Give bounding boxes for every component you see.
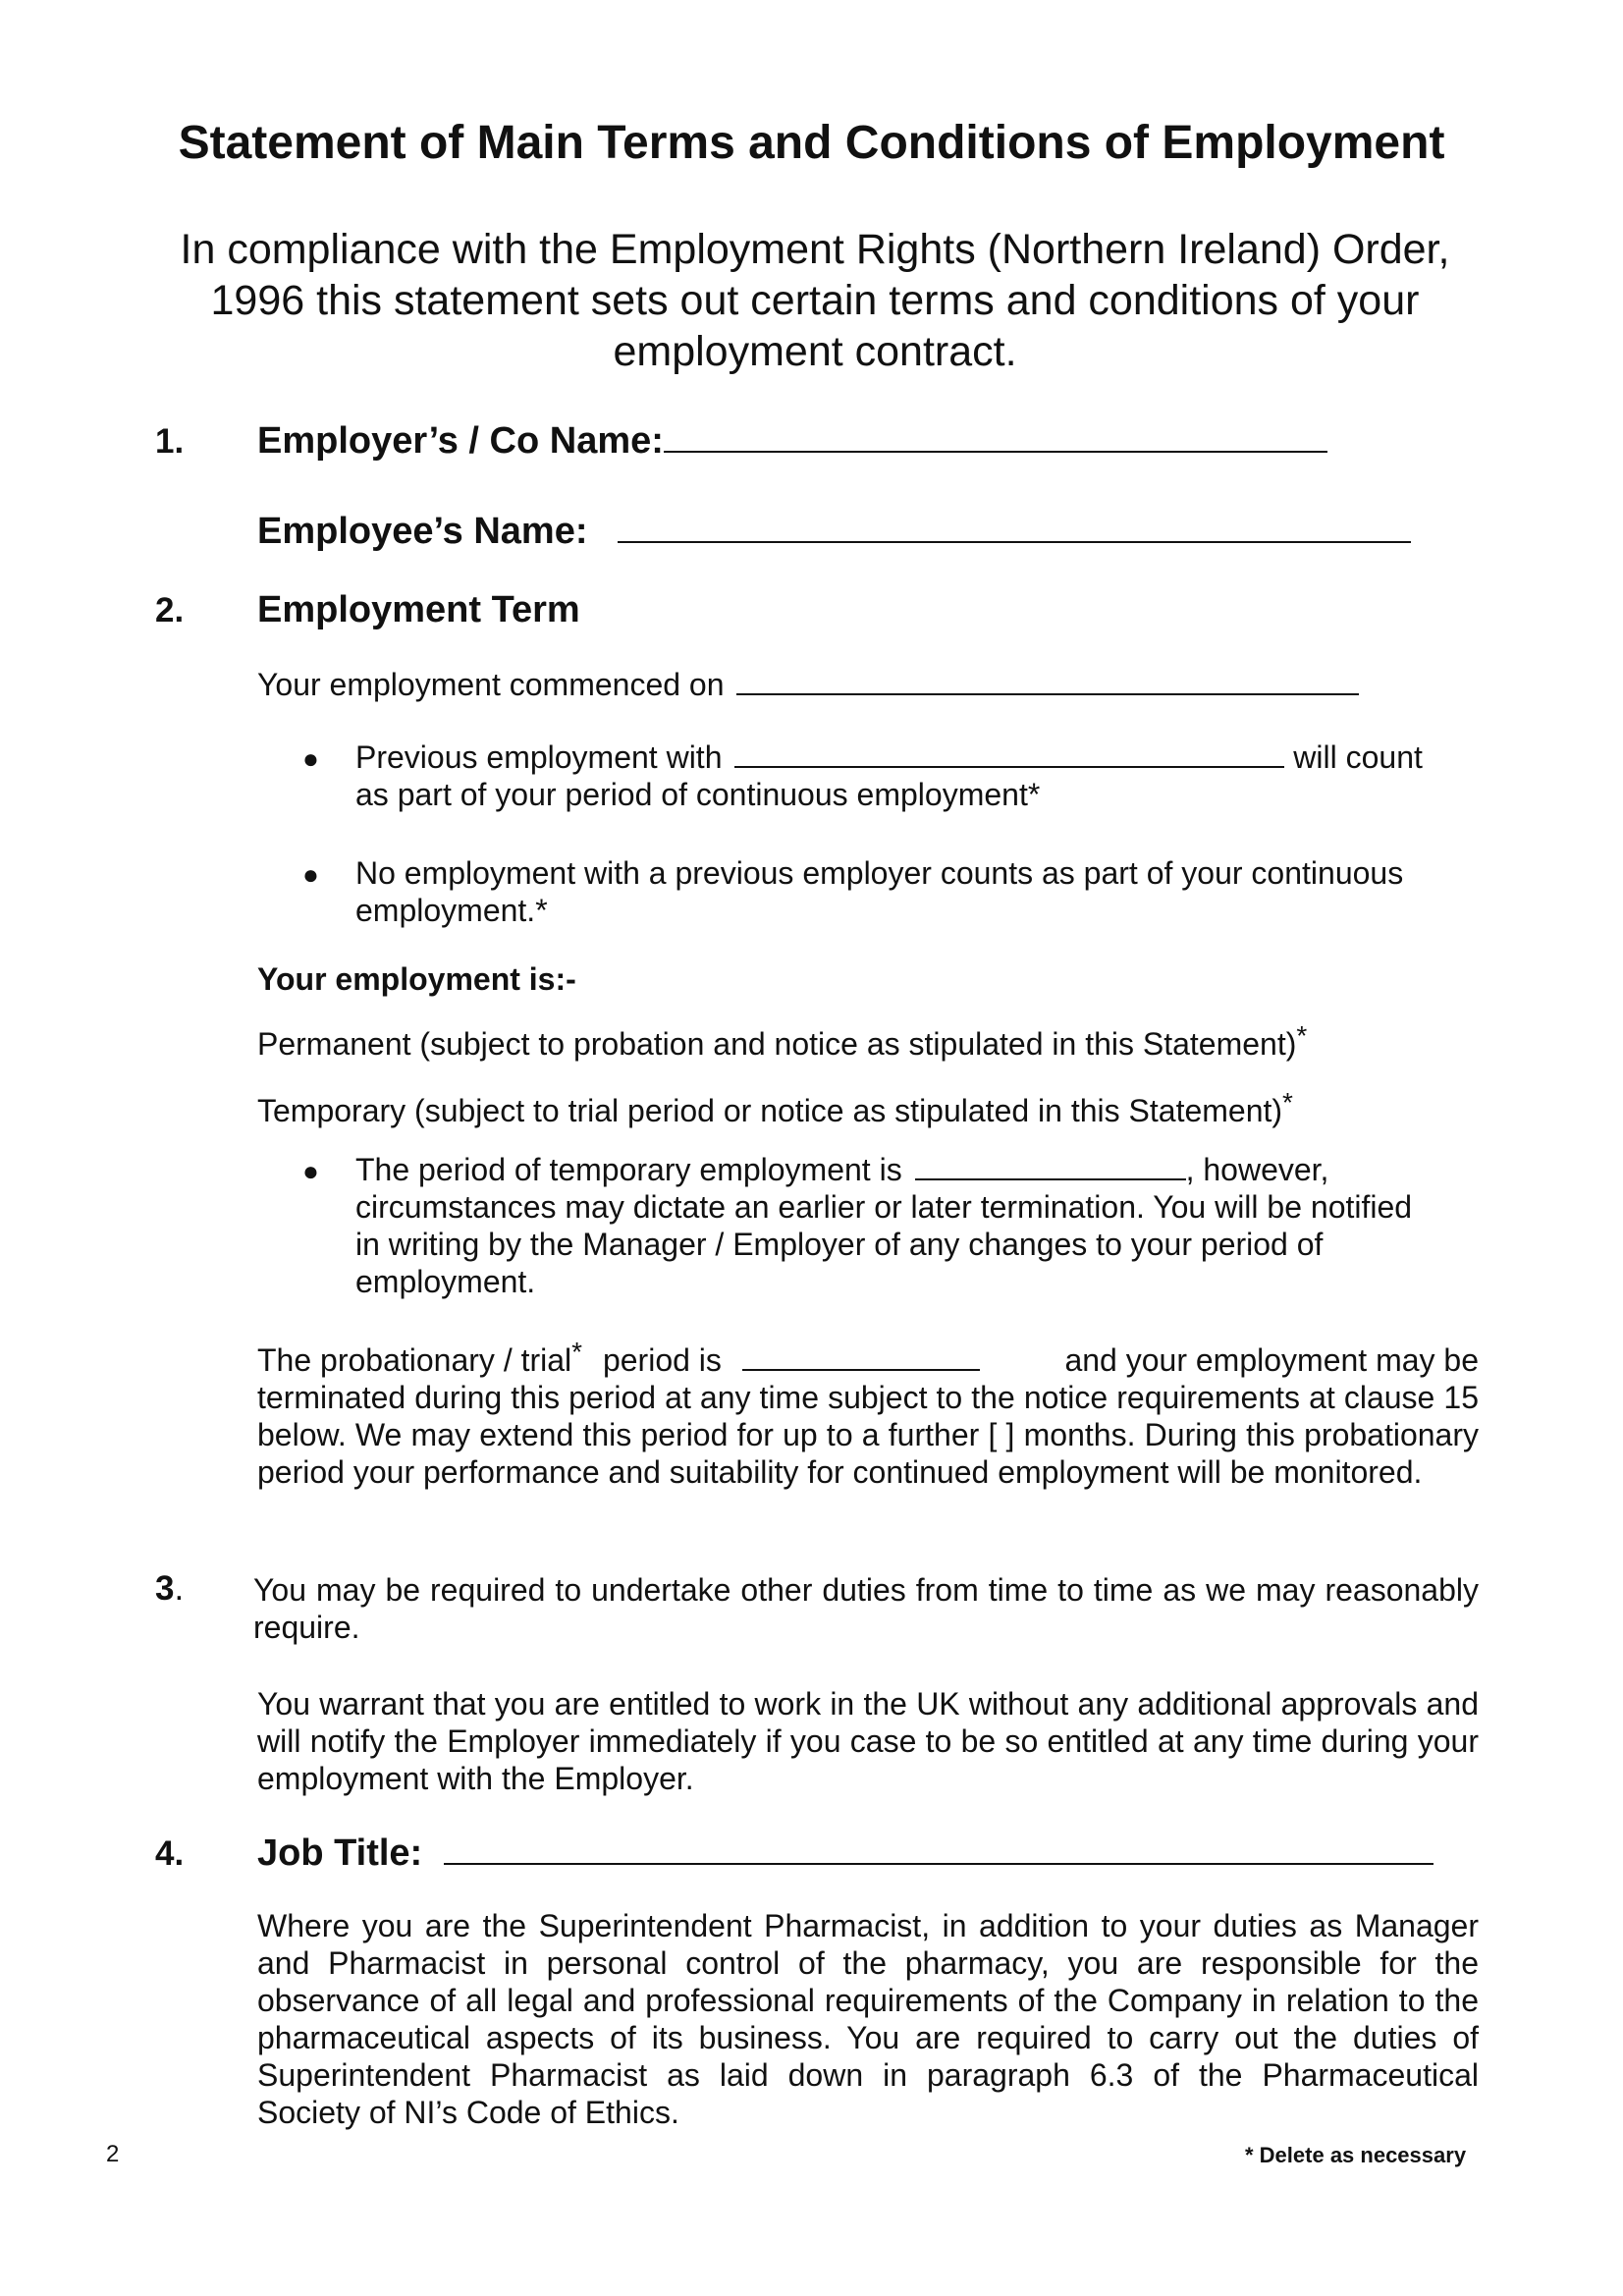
commenced-text: Your employment commenced on xyxy=(257,667,725,702)
previous-employer-blank xyxy=(734,765,1284,768)
section-3-dot: . xyxy=(174,1569,185,1608)
asterisk: * xyxy=(1296,1020,1308,1051)
probation-text-b: period is xyxy=(602,1342,722,1378)
employee-name-label: Employee’s Name: xyxy=(257,511,588,552)
employee-name-field[interactable] xyxy=(257,511,1411,553)
probation-paragraph: terminated during this period at any time subject to the notice requirements at clause 15 below. We may extend this period for up to a further [ ] months. During this probationary period your performance and suitability for continued employment will be monitored. xyxy=(257,1380,1479,1490)
commenced-blank xyxy=(736,692,1359,695)
previous-employment-line-1 xyxy=(355,738,1423,776)
job-title-blank xyxy=(444,1862,1434,1865)
bullet-icon: ● xyxy=(302,859,319,890)
section-3-digit: 3 xyxy=(155,1569,175,1608)
asterisk: * xyxy=(1282,1087,1293,1118)
no-previous-employment-line-1: No employment with a previous employer counts as part of your continuous xyxy=(355,855,1404,891)
temporary-period-line-3: in writing by the Manager / Employer of any changes to your period of xyxy=(355,1227,1324,1262)
employer-name-field[interactable] xyxy=(257,420,1327,463)
previous-employment-text-b: will count xyxy=(1293,739,1423,775)
permanent-line xyxy=(257,1020,1308,1063)
commenced-line xyxy=(257,666,1359,703)
section-4-paragraph: Where you are the Superintendent Pharmacist, in addition to your duties as Manager and Pharmacist in personal control of the pharmacy, you are responsible for the observance of all legal and professional requirements of the Company in relation to the pharmaceutical aspects of its business. You are required to carry out the duties of Superintendent Pharmacist as laid down in paragraph 6.3 of the Pharmaceutical Society of NI’s Code of Ethics. xyxy=(257,1908,1479,2130)
section-4-number: 4. xyxy=(155,1834,185,1873)
subtitle: In compliance with the Employment Rights (Northern Ireland) Order, 1996 this statement sets out certain terms and conditions of your employment contract. xyxy=(180,226,1450,375)
temporary-period-line-4: employment. xyxy=(355,1264,536,1299)
probation-text-a: The probationary / trial xyxy=(257,1342,572,1378)
employment-is-heading: Your employment is:- xyxy=(257,961,576,997)
bullet-icon: ● xyxy=(302,743,319,774)
section-3-paragraph-2: You warrant that you are entitled to work in the UK without any additional approvals and will notify the Employer immediately if you case to be so entitled at any time during your employment with the Employer. xyxy=(257,1686,1479,1796)
temporary-period-text-b: , however, xyxy=(1185,1152,1329,1187)
asterisk: * xyxy=(571,1337,583,1367)
page-title: Statement of Main Terms and Conditions of Employment xyxy=(178,117,1445,169)
section-2-heading: Employment Term xyxy=(257,589,580,630)
no-previous-employment-line-2: employment.* xyxy=(355,893,548,928)
job-title-field[interactable] xyxy=(257,1832,1434,1875)
temporary-text: Temporary (subject to trial period or notice as stipulated in this Statement) xyxy=(257,1093,1283,1128)
previous-employment-text-a: Previous employment with xyxy=(355,739,723,775)
employer-name-blank xyxy=(664,450,1327,453)
section-1-number: 1. xyxy=(155,422,185,461)
permanent-text: Permanent (subject to probation and notice as stipulated in this Statement) xyxy=(257,1026,1297,1062)
section-2-number: 2. xyxy=(155,591,185,629)
section-3-paragraph-1: You may be required to undertake other duties from time to time as we may reasonably require. xyxy=(253,1572,1479,1645)
job-title-label: Job Title: xyxy=(257,1832,423,1874)
temporary-line xyxy=(257,1087,1293,1129)
employer-name-label: Employer’s / Co Name: xyxy=(257,420,664,462)
previous-employment-line-2: as part of your period of continuous employment* xyxy=(355,777,1041,812)
employee-name-blank xyxy=(618,540,1411,543)
probation-text-c: and your employment may be xyxy=(1064,1342,1479,1378)
temporary-period-line-1 xyxy=(355,1151,1328,1188)
section-3-number xyxy=(155,1569,184,1609)
footer-note: * Delete as necessary xyxy=(1245,2143,1467,2167)
probation-period-blank xyxy=(742,1368,980,1371)
temporary-period-text-a: The period of temporary employment is xyxy=(355,1152,902,1187)
page-number: 2 xyxy=(106,2141,120,2167)
temporary-period-blank xyxy=(915,1177,1186,1180)
probation-line-1 xyxy=(257,1337,1479,1379)
temporary-period-line-2: circumstances may dictate an earlier or later termination. You will be notified xyxy=(355,1189,1413,1225)
bullet-icon: ● xyxy=(302,1156,319,1186)
